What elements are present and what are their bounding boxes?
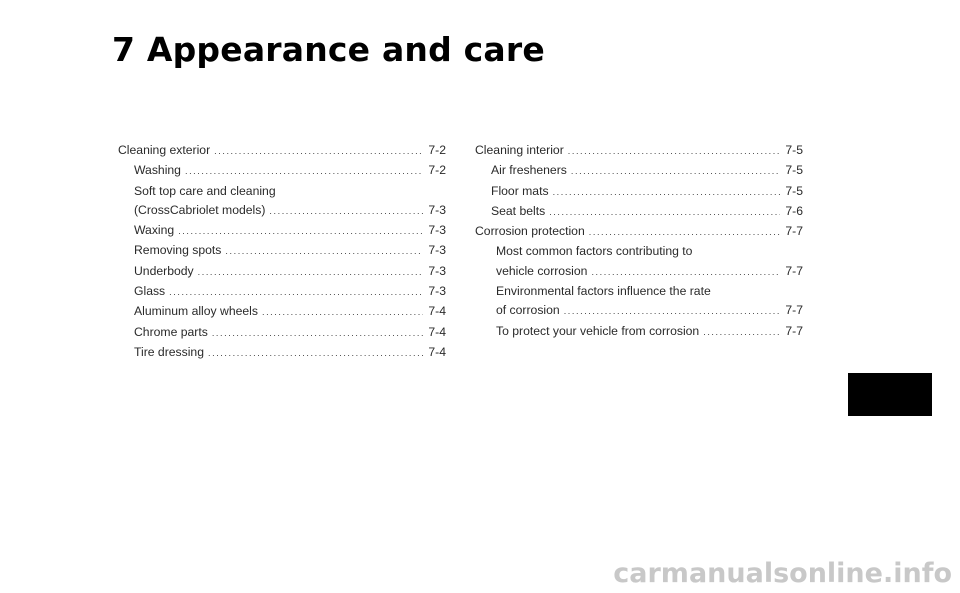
toc-entry[interactable]: [475, 161, 803, 181]
toc-page-number: 7-5: [785, 163, 803, 178]
toc-page-number: 7-3: [428, 223, 446, 238]
toc-entry-title: Tire dressing: [134, 344, 204, 359]
toc-page-number: 7-2: [428, 163, 446, 178]
toc-entry-title: Seat belts: [491, 203, 546, 218]
toc-entry-title: (CrossCabriolet models): [134, 202, 266, 217]
toc-entry[interactable]: [118, 221, 446, 241]
toc-entry-title: Chrome parts: [134, 324, 208, 339]
toc-page-number: 7-7: [785, 303, 803, 318]
toc-entry[interactable]: [118, 343, 446, 363]
toc-entry-multiline[interactable]: [475, 242, 803, 282]
toc-entry-title: Air fresheners: [491, 163, 567, 178]
toc-leader-dots: [549, 203, 780, 222]
toc-leader-dots: [208, 344, 423, 363]
toc-entry[interactable]: [118, 141, 446, 161]
toc-page-number: 7-7: [785, 323, 803, 338]
toc-page-number: 7-4: [428, 324, 446, 339]
toc-entry-title: Underbody: [134, 263, 194, 278]
chapter-thumb-tab: [848, 373, 932, 416]
toc-page-number: 7-5: [785, 143, 803, 157]
toc-leader-dots: [553, 183, 781, 202]
toc-entry-title: Waxing: [134, 223, 175, 238]
toc-leader-dots: [568, 142, 781, 161]
toc-leader-dots: [178, 222, 423, 241]
toc-page-number: 7-6: [785, 203, 803, 218]
toc-column-right: [475, 141, 803, 342]
toc-leader-dots: [703, 323, 780, 342]
toc-entry-multiline[interactable]: [118, 182, 446, 222]
toc-leader-dots: [169, 283, 423, 302]
toc-entry-multiline[interactable]: [475, 282, 803, 322]
toc-entry[interactable]: [475, 202, 803, 222]
toc-page-number: 7-3: [428, 263, 446, 278]
toc-entry-title: of corrosion: [496, 303, 560, 318]
toc-entry[interactable]: [475, 141, 803, 161]
toc-leader-dots: [589, 223, 781, 242]
toc-page-number: 7-5: [785, 183, 803, 198]
toc-page-number: 7-4: [428, 344, 446, 359]
toc-leader-dots: [214, 142, 423, 161]
toc-entry-title: Aluminum alloy wheels: [134, 304, 258, 319]
toc-entry[interactable]: [118, 282, 446, 302]
toc-leader-dots: [198, 263, 424, 282]
toc-leader-dots: [212, 324, 424, 343]
toc-entry-title: Removing spots: [134, 243, 222, 258]
toc-entry[interactable]: [475, 222, 803, 242]
watermark-text: carmanualsonline.info: [613, 558, 952, 589]
toc-entry-title: To protect your vehicle from corrosion: [496, 323, 700, 338]
toc-entry-title: Glass: [134, 284, 166, 299]
toc-entry-title-line1: Most common factors contributing to: [496, 244, 693, 259]
toc-page-number: 7-3: [428, 202, 446, 217]
toc-leader-dots: [269, 202, 423, 221]
toc-entry-title-line1: Soft top care and cleaning: [134, 183, 276, 198]
toc-leader-dots: [185, 162, 423, 181]
toc-leader-dots: [571, 162, 781, 181]
toc-entry-title: Washing: [134, 163, 181, 178]
toc-page-number: 7-3: [428, 284, 446, 299]
toc-entry-title: vehicle corrosion: [496, 263, 588, 278]
toc-leader-dots: [591, 263, 780, 282]
toc-entry-title: Cleaning interior: [475, 143, 564, 157]
toc-page-number: 7-7: [785, 224, 803, 239]
chapter-title: 7 Appearance and care: [112, 30, 545, 69]
toc-entry[interactable]: [118, 323, 446, 343]
toc-page-number: 7-3: [428, 243, 446, 258]
toc-page-number: 7-2: [428, 143, 446, 157]
toc-leader-dots: [225, 242, 423, 261]
toc-entry[interactable]: [475, 182, 803, 202]
toc-entry[interactable]: [118, 241, 446, 261]
toc-leader-dots: [564, 302, 781, 321]
toc-entry[interactable]: [118, 302, 446, 322]
toc-leader-dots: [262, 303, 423, 322]
toc-entry[interactable]: [118, 262, 446, 282]
toc-entry-title: Cleaning exterior: [118, 143, 211, 157]
toc-entry-title: Corrosion protection: [475, 224, 585, 239]
toc-entry-title: Floor mats: [491, 183, 549, 198]
toc-page-number: 7-4: [428, 304, 446, 319]
toc-entry-title-line1: Environmental factors influence the rate: [496, 284, 711, 299]
toc-column-left: [118, 141, 446, 363]
toc-entry[interactable]: [475, 322, 803, 342]
toc-entry[interactable]: [118, 161, 446, 181]
toc-page-number: 7-7: [785, 263, 803, 278]
